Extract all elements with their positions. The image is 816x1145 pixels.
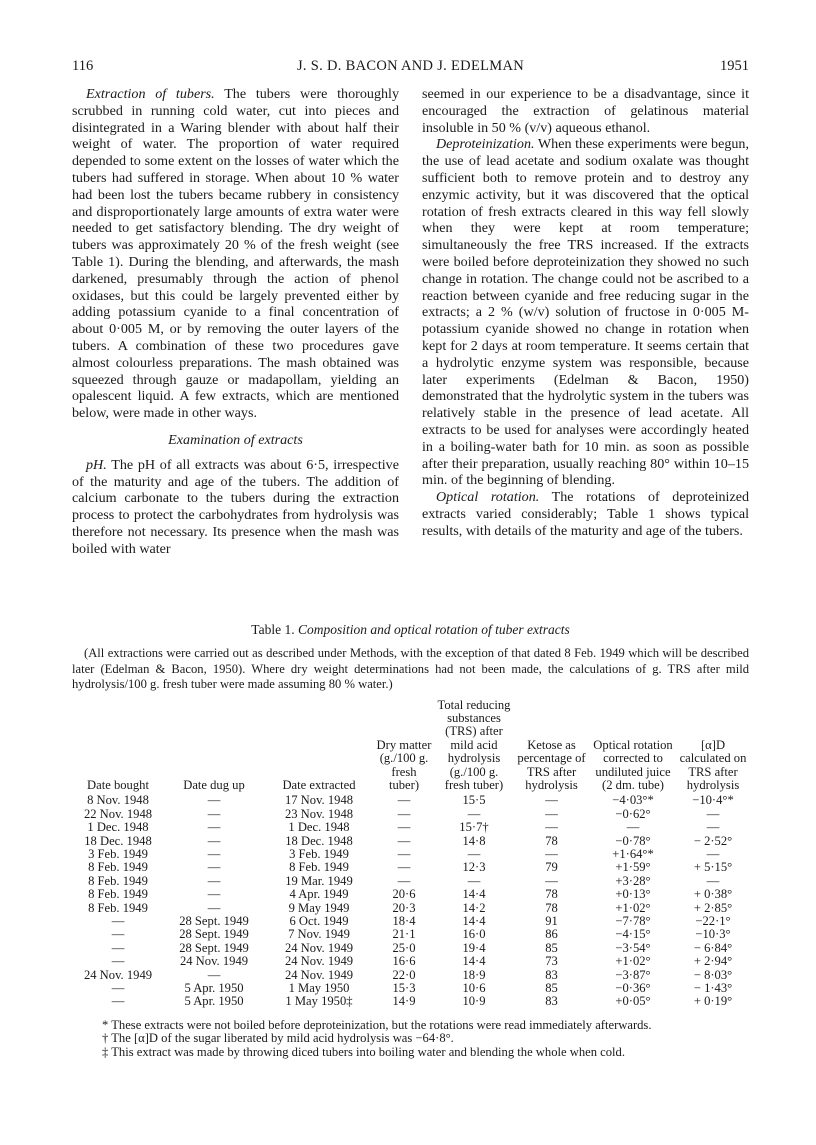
data-table: [72, 699, 749, 1009]
table-cell: —: [467, 806, 481, 821]
two-column-body: [72, 86, 749, 558]
table-row: [72, 875, 749, 888]
paragraph-text: The rotations of deproteinized extracts varied considerably; Table 1 shows typical results, with details of the maturity and age of the tubers.: [422, 489, 750, 539]
table-cell: 17 Nov. 1948: [284, 793, 354, 808]
table-cell: 21·1: [392, 927, 416, 942]
table-header-row: [72, 699, 749, 795]
table-cell: 28 Sept. 1949: [179, 940, 249, 955]
table-row: [72, 928, 749, 941]
table-cell: —: [207, 793, 221, 808]
col-header: Optical rotation corrected to undiluted juice (2 dm. tube): [593, 737, 673, 792]
table-cell: 78: [545, 833, 558, 848]
table-cell: 16·0: [462, 927, 486, 942]
table-cell: 4 Apr. 1949: [289, 887, 349, 902]
paragraph-extraction: [72, 86, 399, 422]
table-cell: —: [111, 914, 125, 928]
table-cell: 18 Dec. 1948: [285, 833, 353, 848]
col-header: Date dug up: [183, 777, 245, 792]
table-cell: 18·9: [462, 967, 486, 982]
table-cell: —: [397, 820, 411, 835]
table-cell: —: [207, 967, 221, 982]
table-cell: 15·5: [462, 793, 486, 808]
table-cell: + 2·85°: [693, 900, 733, 915]
table-row: [72, 915, 749, 928]
table-cell: 79: [545, 860, 558, 875]
table-cell: 16·6: [392, 954, 416, 969]
table-cell: —: [207, 846, 221, 861]
table-cell: + 5·15°: [693, 860, 733, 875]
table-cell: −0·78°: [615, 833, 651, 848]
table-row: [72, 888, 749, 901]
table-cell: 14·4: [462, 887, 486, 902]
table-cell: + 0·19°: [693, 994, 733, 1009]
table-cell: —: [545, 793, 558, 808]
table-cell: −7·78°: [615, 914, 651, 928]
table-1: [72, 622, 749, 1059]
table-cell: 8 Feb. 1949: [289, 860, 349, 875]
table-row: [72, 955, 749, 968]
col-header: [α]D calculated on TRS after hydrolysis: [679, 737, 747, 792]
table-cell: 14·4: [462, 914, 486, 928]
table-cell: —: [397, 793, 411, 808]
table-cell: 91: [545, 914, 558, 928]
runin-heading: Optical rotation.: [436, 489, 540, 506]
table-cell: —: [706, 806, 720, 821]
paragraph-text: The pH of all extracts was about 6·5, irrespective of the maturity and age of the tubers. The addition of calcium carbonate to the tubers during the extraction process to protect the carbohydrates from hydrolysis was therefore not necessary. Its presence when the mash was boiled with water: [72, 456, 399, 557]
table-body: [72, 794, 749, 1009]
table-cell: —: [207, 900, 221, 915]
table-cell: 73: [545, 954, 558, 969]
runin-heading: Deproteinization.: [436, 136, 535, 153]
table-row: [72, 995, 749, 1008]
table-cell: 1 Dec. 1948: [288, 820, 350, 835]
paragraph-text: The tubers were thoroughly scrubbed in running cold water, cut into pieces and disintegrated in a Waring blender with about half their weight of water. The proportion of water required depended to some extent on the losses of water which the tubers had suffered in storage. When about 10 % water had been lost the tubers became rubbery in consistency and disproportionately large amounts of extra water were needed to get satisfactory blending. The dry weight of tubers was approximately 20 % of the fresh weight (see Table 1). During the blending, and afterwards, the mash darkened, presumably through the action of phenol oxidases, but this could be largely prevented either by adding potassium cyanide to a final concentration of about 0·005 M, or by removing the outer layers of the tubers. A combination of these two procedures gave almost colourless preparations. The mash obtained was squeezed through gauze or madapollam, yielding an opalescent liquid. A few extracts, which are mentioned below, were made in other ways.: [72, 86, 399, 422]
table-cell: +0·13°: [615, 887, 651, 902]
table-cell: —: [397, 860, 411, 875]
table-cell: 15·3: [392, 981, 416, 996]
table-cell: 20·3: [392, 900, 416, 915]
table-cell: —: [207, 887, 221, 902]
table-cell: −4·15°: [615, 927, 651, 942]
table-cell: 12·3: [462, 860, 486, 875]
table-cell: 18·4: [392, 914, 416, 928]
table-cell: 7 Nov. 1949: [288, 927, 350, 942]
table-cell: —: [397, 833, 411, 848]
page: [72, 58, 749, 558]
table-cell: —: [545, 846, 558, 861]
table-cell: —: [397, 806, 411, 821]
table-cell: −22·1°: [695, 914, 731, 928]
table-cell: − 1·43°: [693, 981, 733, 996]
table-cell: +3·28°: [615, 873, 651, 888]
table-cell: 8 Feb. 1949: [88, 900, 148, 915]
runin-heading: pH.: [86, 456, 107, 473]
table-cell: − 8·03°: [693, 967, 733, 982]
col-header: Total reducing substances (TRS) after mild acid hydrolysis (g./100 g. fresh tuber): [437, 697, 511, 792]
table-row: [72, 969, 749, 982]
section-heading: Examination of extracts: [168, 431, 303, 448]
table-cell: —: [397, 846, 411, 861]
table-row: [72, 821, 749, 834]
table-cell: —: [207, 873, 221, 888]
table-cell: 18 Dec. 1948: [84, 833, 152, 848]
table-cell: 5 Apr. 1950: [184, 981, 244, 996]
paragraph-text: When these experiments were begun, the use of lead acetate and sodium oxalate was thought sufficient both to remove protein and to destroy any enzymic activity, but it was discovered that the optical rotation of fresh extracts cleared in this way fell slowly when they were kept at room temperature; simultaneously the free TRS increased. If the extracts were boiled before deproteinization they showed no such change in rotation. The change could not be ascribed to a reaction between cyanide and free reducing sugar in the extracts; a 2 % (w/v) solution of fructose in 0·005 M-potassium cyanide showed no change in rotation when kept for 2 days at room temperature. It seems certain that a hydrolytic enzyme system was responsible, because later experiments (Edelman & Bacon, 1950) demonstrated that the hydrolytic system in the tubers was relatively stable in the presence of lead acetate. All extracts to be used for analyses were accordingly heated in a boiling-water bath for 10 min. as soon as possible after their preparation, usually reaching 80° within 10–15 min. of the beginning of blending.: [422, 136, 749, 489]
table-cell: 25·0: [392, 940, 416, 955]
table-cell: + 2·94°: [693, 954, 733, 969]
table-cell: 24 Nov. 1949: [83, 967, 153, 982]
table-cell: −0·62°: [615, 806, 651, 821]
table-label: Table 1.: [251, 622, 295, 637]
table-title: Composition and optical rotation of tuber extracts: [297, 622, 570, 637]
table-cell: −10·3°: [695, 927, 731, 942]
table-cell: 8 Feb. 1949: [88, 887, 148, 902]
table-cell: − 2·52°: [693, 833, 733, 848]
running-head: [72, 58, 749, 80]
table-cell: 28 Sept. 1949: [179, 914, 249, 928]
table-cell: 78: [545, 900, 558, 915]
table-cell: 1 Dec. 1948: [87, 820, 149, 835]
table-cell: 83: [545, 967, 558, 982]
page-number: 116: [72, 58, 94, 74]
table-row: [72, 848, 749, 861]
col-header: Date extracted: [282, 777, 356, 792]
right-column: [422, 86, 749, 558]
table-cell: 14·2: [462, 900, 486, 915]
table-cell: 28 Sept. 1949: [179, 927, 249, 942]
table-row: [72, 861, 749, 874]
table-row: [72, 902, 749, 915]
table-cell: 24 Nov. 1949: [284, 940, 354, 955]
table-cell: 85: [545, 981, 558, 996]
table-cell: 83: [545, 994, 558, 1009]
paragraph-optical-rotation: [422, 489, 749, 539]
table-cell: —: [467, 846, 481, 861]
table-cell: —: [207, 820, 221, 835]
table-row: [72, 808, 749, 821]
table-cell: −3·54°: [615, 940, 651, 955]
table-cell: —: [111, 940, 125, 955]
table-cell: − 6·84°: [693, 940, 733, 955]
table-cell: —: [706, 873, 720, 888]
table-cell: 3 Feb. 1949: [88, 846, 148, 861]
left-column: [72, 86, 399, 558]
running-head-year: 1951: [720, 58, 749, 74]
table-cell: 85: [545, 940, 558, 955]
table-cell: +1·02°: [615, 900, 651, 915]
table-cell: 19·4: [462, 940, 486, 955]
table-caption: [72, 622, 749, 638]
table-cell: 5 Apr. 1950: [184, 994, 244, 1009]
table-cell: −3·87°: [615, 967, 651, 982]
table-cell: —: [111, 954, 125, 969]
table-row: [72, 835, 749, 848]
table-row: [72, 794, 749, 807]
table-cell: 9 May 1949: [288, 900, 350, 915]
table-cell: + 0·38°: [693, 887, 733, 902]
table-cell: −4·03°*: [612, 793, 654, 808]
table-cell: —: [111, 927, 125, 942]
footnote: * These extracts were not boiled before deproteinization, but the rotations were read immediately afterwards.: [102, 1017, 652, 1032]
table-cell: 86: [545, 927, 558, 942]
table-cell: —: [397, 873, 411, 888]
table-cell: +1·64°*: [612, 846, 654, 861]
table-cell: —: [545, 806, 558, 821]
table-cell: —: [111, 981, 125, 996]
table-cell: 22·0: [392, 967, 416, 982]
table-cell: 22 Nov. 1948: [83, 806, 153, 821]
table-row: [72, 942, 749, 955]
footnote: ‡ This extract was made by throwing diced tubers into boiling water and blending the whole when cold.: [102, 1044, 625, 1059]
table-cell: −0·36°: [615, 981, 651, 996]
table-cell: 1 May 1950: [288, 981, 350, 996]
table-cell: +1·02°: [615, 954, 651, 969]
paragraph-ph: [72, 457, 399, 558]
table-cell: 1 May 1950‡: [285, 994, 353, 1009]
table-cell: +0·05°: [615, 994, 651, 1009]
table-cell: 8 Nov. 1948: [87, 793, 149, 808]
table-cell: 20·6: [392, 887, 416, 902]
table-cell: 15·7†: [459, 820, 489, 835]
table-cell: —: [111, 994, 125, 1009]
table-cell: —: [626, 820, 640, 835]
col-header: Ketose as percentage of TRS after hydrolysis: [517, 737, 586, 792]
table-cell: 19 Mar. 1949: [285, 873, 353, 888]
table-cell: −10·4°*: [692, 793, 734, 808]
running-head-authors: J. S. D. BACON AND J. EDELMAN: [296, 58, 525, 74]
table-cell: 78: [545, 887, 558, 902]
table-cell: 8 Feb. 1949: [88, 873, 148, 888]
table-cell: 14·8: [462, 833, 486, 848]
table-cell: —: [207, 860, 221, 875]
footnote: † The [α]D of the sugar liberated by mild acid hydrolysis was −64·8°.: [102, 1031, 454, 1046]
table-cell: —: [207, 806, 221, 821]
table-cell: —: [467, 873, 481, 888]
col-header: Date bought: [87, 777, 149, 792]
table-cell: 23 Nov. 1948: [284, 806, 354, 821]
table-cell: —: [545, 820, 558, 835]
table-cell: 24 Nov. 1949: [179, 954, 249, 969]
table-cell: 14·4: [462, 954, 486, 969]
table-cell: 24 Nov. 1949: [284, 954, 354, 969]
paragraph-continued: seemed in our experience to be a disadvantage, since it encouraged the extraction of gelatinous material insoluble in 50 % (v/v) aqueous ethanol.: [422, 86, 749, 136]
table-cell: 3 Feb. 1949: [289, 846, 349, 861]
table-cell: —: [207, 833, 221, 848]
table-footnotes: [72, 1019, 749, 1060]
runin-heading: Extraction of tubers.: [86, 86, 215, 102]
table-cell: +1·59°: [615, 860, 651, 875]
table-row: [72, 982, 749, 995]
table-cell: —: [545, 873, 558, 888]
table-cell: —: [706, 846, 720, 861]
table-cell: 6 Oct. 1949: [289, 914, 349, 928]
col-header: Dry matter (g./100 g. fresh tuber): [376, 737, 432, 792]
table-cell: 14·9: [392, 994, 416, 1009]
paragraph-deproteinization: [422, 136, 749, 489]
table-cell: —: [706, 820, 720, 835]
table-cell: 8 Feb. 1949: [88, 860, 148, 875]
table-cell: 24 Nov. 1949: [284, 967, 354, 982]
table-cell: 10·9: [462, 994, 486, 1009]
table-cell: 10·6: [462, 981, 486, 996]
table-note: [72, 646, 749, 693]
table-note-text: (All extractions were carried out as described under Methods, with the exception of that dated 8 Feb. 1949 which will be described later (Edelman & Bacon, 1950). Where dry weight determinations had not been made, the calculations of g. TRS after mild hydrolysis/100 g. fresh tuber were made assuming 80 % water.): [72, 646, 749, 691]
